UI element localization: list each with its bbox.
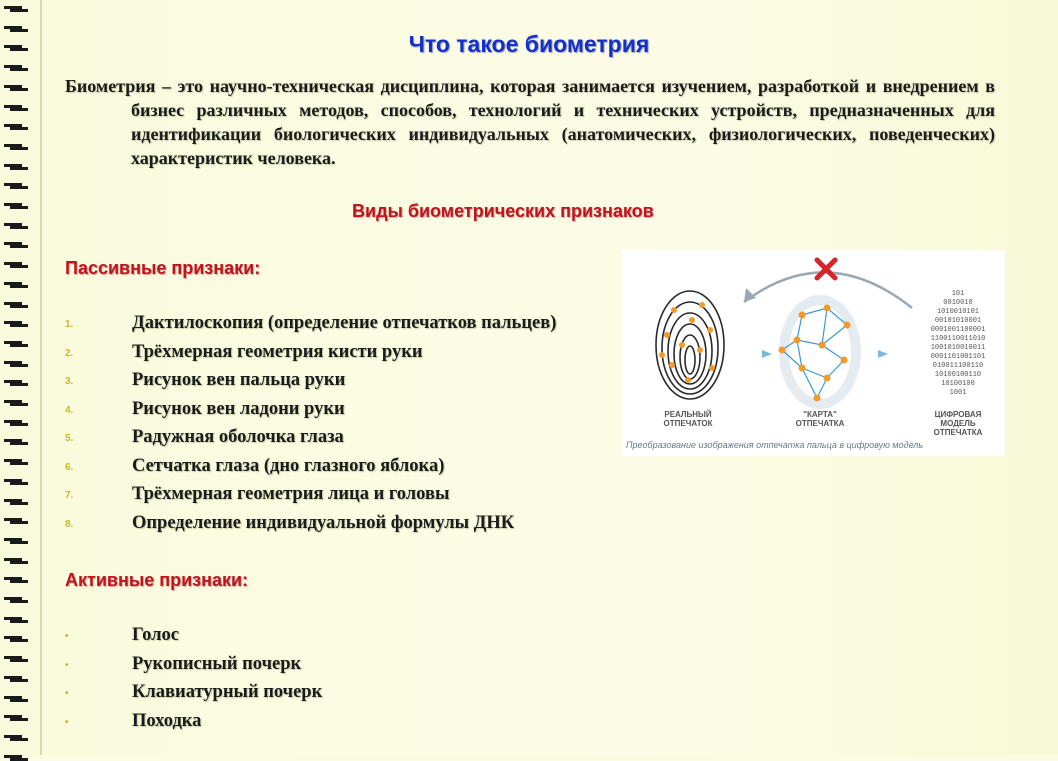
spiral-ring	[4, 6, 28, 12]
spiral-ring	[4, 715, 28, 721]
list-marker: 2.	[65, 347, 74, 359]
list-item-text: Дактилоскопия (определение отпечатков пальцев)	[132, 313, 557, 333]
list-item-text: Сетчатка глаза (дно глазного яблока)	[132, 455, 445, 476]
binary-code	[918, 290, 998, 398]
spiral-ring	[4, 577, 28, 583]
intro-paragraph	[65, 74, 995, 170]
list-item-text: Рукописный почерк	[132, 653, 302, 674]
list-item-text: Рисунок вен ладони руки	[132, 398, 345, 419]
spiral-ring	[4, 124, 28, 130]
binary-line: 1001010010011	[930, 344, 986, 352]
binary-line: 00101010001	[934, 317, 982, 325]
spiral-ring	[4, 361, 28, 367]
binary-line: 0001101001101	[930, 353, 986, 361]
spiral-ring	[4, 302, 28, 308]
list-item-text: Трёхмерная геометрия лица и головы	[132, 484, 450, 504]
spiral-ring	[4, 203, 28, 209]
list-item-text: Определение индивидуальной формулы ДНК	[132, 512, 515, 533]
arrow-icon	[878, 350, 888, 358]
list-item-text: Походка	[132, 710, 202, 731]
list-marker: •	[65, 659, 69, 671]
label-digital-model: ЦИФРОВАЯ МОДЕЛЬ ОТПЕЧАТКА	[933, 410, 983, 437]
spiral-ring	[4, 676, 28, 682]
binary-line: 010011100110	[932, 362, 984, 370]
list-item-text: Трёхмерная геометрия кисти руки	[132, 341, 423, 362]
active-heading: Активные признаки:	[65, 570, 249, 590]
section-subtitle: Виды биометрических признаков	[352, 201, 654, 221]
binary-line: 0010010	[943, 299, 973, 307]
node-map-icon	[782, 300, 856, 404]
fingerprint-icon	[656, 291, 724, 399]
list-marker: 5.	[65, 433, 74, 444]
binary-line: 10100100110	[934, 371, 982, 379]
spiral-ring	[4, 242, 28, 248]
spiral-ring	[4, 65, 28, 71]
list-item-text: Рисунок вен пальца руки	[132, 370, 346, 390]
spiral-ring	[4, 223, 28, 229]
spiral-ring	[4, 617, 28, 623]
list-marker: 1.	[65, 319, 74, 330]
list-marker: 8.	[65, 518, 74, 530]
spiral-ring	[4, 400, 28, 406]
binary-line: 1100110011010	[930, 335, 986, 343]
label-print-map: "КАРТА" ОТПЕЧАТКА	[795, 410, 845, 428]
list-item-text: Клавиатурный почерк	[132, 682, 323, 702]
spiral-ring	[4, 380, 28, 386]
margin-line	[40, 0, 42, 755]
list-marker: •	[65, 631, 69, 642]
arrow-icon	[762, 350, 772, 358]
list-marker: 3.	[65, 376, 74, 387]
spiral-ring	[4, 262, 28, 268]
binary-line: 101	[951, 290, 965, 298]
list-marker: 7.	[65, 490, 74, 501]
spiral-ring	[4, 164, 28, 170]
spiral-ring	[4, 321, 28, 327]
spiral-ring	[4, 105, 28, 111]
list-marker: 6.	[65, 461, 74, 473]
spiral-ring	[4, 755, 28, 761]
passive-heading: Пассивные признаки:	[65, 258, 261, 278]
list-item-text: Голос	[132, 625, 179, 645]
list-marker: 4.	[65, 404, 74, 416]
spiral-ring	[4, 518, 28, 524]
spiral-ring	[4, 656, 28, 662]
binary-line: 1001	[949, 389, 967, 397]
spiral-ring	[4, 341, 28, 347]
spiral-ring	[4, 459, 28, 465]
binary-line: 0001001100001	[930, 326, 986, 334]
list-marker: •	[65, 716, 69, 728]
spiral-ring	[4, 420, 28, 426]
spiral-ring	[4, 183, 28, 189]
list-item-text: Радужная оболочка глаза	[132, 427, 344, 447]
label-real-print: РЕАЛЬНЫЙ ОТПЕЧАТОК	[663, 410, 713, 428]
spiral-ring	[4, 597, 28, 603]
spiral-ring	[4, 558, 28, 564]
intro-text: Биометрия – это научно-техническая дисциплина, которая занимается изучением, разработкой и внедрением в бизнес различных методов, способов, технологий и технических устройств, предназначенных для идентификации биологических индивидуальных (анатомических, физиологических, поведенческих) характеристик человека.	[65, 76, 995, 168]
spiral-ring	[4, 636, 28, 642]
fingerprint-figure	[622, 250, 1005, 456]
spiral-ring	[4, 735, 28, 741]
spiral-ring	[4, 479, 28, 485]
binary-line: 10100100	[941, 380, 975, 388]
spiral-ring	[4, 538, 28, 544]
spiral-ring	[4, 696, 28, 702]
cross-icon	[817, 260, 835, 278]
figure-caption: Преобразование изображения отпечатка пальца в цифровую модель	[626, 440, 924, 450]
page-title: Что такое биометрия	[408, 31, 650, 57]
spiral-ring	[4, 439, 28, 445]
binary-line: 1010010101	[936, 308, 979, 316]
list-marker: •	[65, 688, 69, 699]
spiral-ring	[4, 499, 28, 505]
spiral-ring	[4, 282, 28, 288]
spiral-ring	[4, 85, 28, 91]
spiral-ring	[4, 144, 28, 150]
